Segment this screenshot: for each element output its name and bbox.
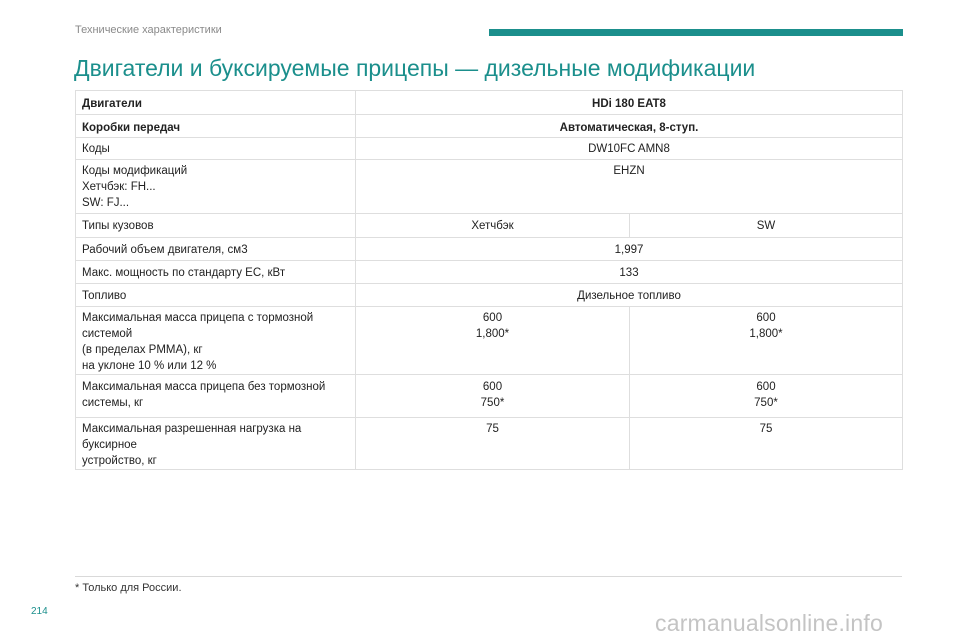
table-row-codes bbox=[76, 138, 903, 160]
table-row-gearbox bbox=[76, 115, 903, 138]
specs-table bbox=[75, 90, 903, 470]
body-types-label: Типы кузовов bbox=[76, 214, 356, 238]
towbar-hatchback-value: 75 bbox=[356, 418, 630, 470]
table-row-unbraked-trailer bbox=[76, 375, 903, 418]
braked-label-line-3: на уклоне 10 % или 12 % bbox=[82, 360, 217, 372]
unbraked-hatchback-line-2: 750* bbox=[480, 397, 505, 409]
engines-label: Двигатели bbox=[76, 91, 356, 115]
braked-label-line-2: (в пределах PMMA), кг bbox=[82, 344, 203, 356]
braked-hatchback-line-2: 1,800* bbox=[475, 328, 510, 340]
mod-codes-label-line-1: Коды модификаций bbox=[82, 165, 188, 177]
braked-sw-line-2: 1,800* bbox=[749, 328, 783, 340]
braked-label-line-1: Максимальная масса прицепа с тормозной системой bbox=[82, 312, 314, 340]
table-row-mod-codes bbox=[76, 160, 903, 214]
header-accent-bar bbox=[489, 29, 903, 36]
towbar-sw-value: 75 bbox=[630, 418, 903, 470]
power-label: Макс. мощность по стандарту ЕС, кВт bbox=[76, 261, 356, 284]
unbraked-sw-line-1: 600 bbox=[756, 381, 776, 393]
braked-hatchback-line-1: 600 bbox=[482, 312, 503, 324]
table-row-engines bbox=[76, 91, 903, 115]
unbraked-label-line-2: системы, кг bbox=[82, 397, 144, 409]
table-row-braked-trailer bbox=[76, 307, 903, 375]
braked-sw-value bbox=[630, 307, 903, 375]
displacement-label: Рабочий объем двигателя, см3 bbox=[76, 238, 356, 261]
body-type-sw: SW bbox=[630, 214, 903, 238]
table-row-displacement bbox=[76, 238, 903, 261]
fuel-label: Топливо bbox=[76, 284, 356, 307]
mod-codes-label bbox=[76, 160, 356, 214]
codes-value: DW10FC AMN8 bbox=[356, 138, 903, 160]
fuel-value: Дизельное топливо bbox=[356, 284, 903, 307]
table-row-power bbox=[76, 261, 903, 284]
braked-hatchback-value bbox=[356, 307, 630, 375]
towbar-label-line-1: Максимальная разрешенная нагрузка на буксирное bbox=[82, 423, 302, 451]
unbraked-hatchback-line-1: 600 bbox=[482, 381, 503, 393]
mod-codes-label-line-2: Хетчбэк: FH... bbox=[82, 181, 156, 193]
gearbox-label: Коробки передач bbox=[76, 115, 356, 138]
displacement-value: 1,997 bbox=[356, 238, 903, 261]
page-number: 214 bbox=[31, 606, 48, 617]
section-title: Технические характеристики bbox=[75, 24, 222, 36]
unbraked-label-line-1: Максимальная масса прицепа без тормозной bbox=[82, 381, 326, 393]
mod-codes-label-line-3: SW: FJ... bbox=[82, 197, 130, 209]
table-row-body-types bbox=[76, 214, 903, 238]
power-value: 133 bbox=[356, 261, 903, 284]
table-row-fuel bbox=[76, 284, 903, 307]
footnote-divider bbox=[75, 576, 902, 577]
unbraked-sw-line-2: 750* bbox=[754, 397, 778, 409]
gearbox-value: Автоматическая, 8-ступ. bbox=[356, 115, 903, 138]
unbraked-trailer-label bbox=[76, 375, 356, 418]
braked-sw-line-1: 600 bbox=[756, 312, 776, 324]
footnote: * Только для России. bbox=[75, 582, 182, 594]
towbar-label-line-2: устройство, кг bbox=[82, 455, 157, 467]
codes-label: Коды bbox=[76, 138, 356, 160]
towbar-load-label bbox=[76, 418, 356, 470]
watermark: carmanualsonline.info bbox=[655, 610, 883, 636]
page-title: Двигатели и буксируемые прицепы — дизельные модификации bbox=[74, 55, 756, 81]
braked-trailer-label bbox=[76, 307, 356, 375]
engines-value: HDi 180 EAT8 bbox=[356, 91, 903, 115]
body-type-hatchback: Хетчбэк bbox=[356, 214, 630, 238]
mod-codes-value: EHZN bbox=[356, 160, 903, 214]
table-row-towbar-load bbox=[76, 418, 903, 470]
unbraked-hatchback-value bbox=[356, 375, 630, 418]
unbraked-sw-value bbox=[630, 375, 903, 418]
